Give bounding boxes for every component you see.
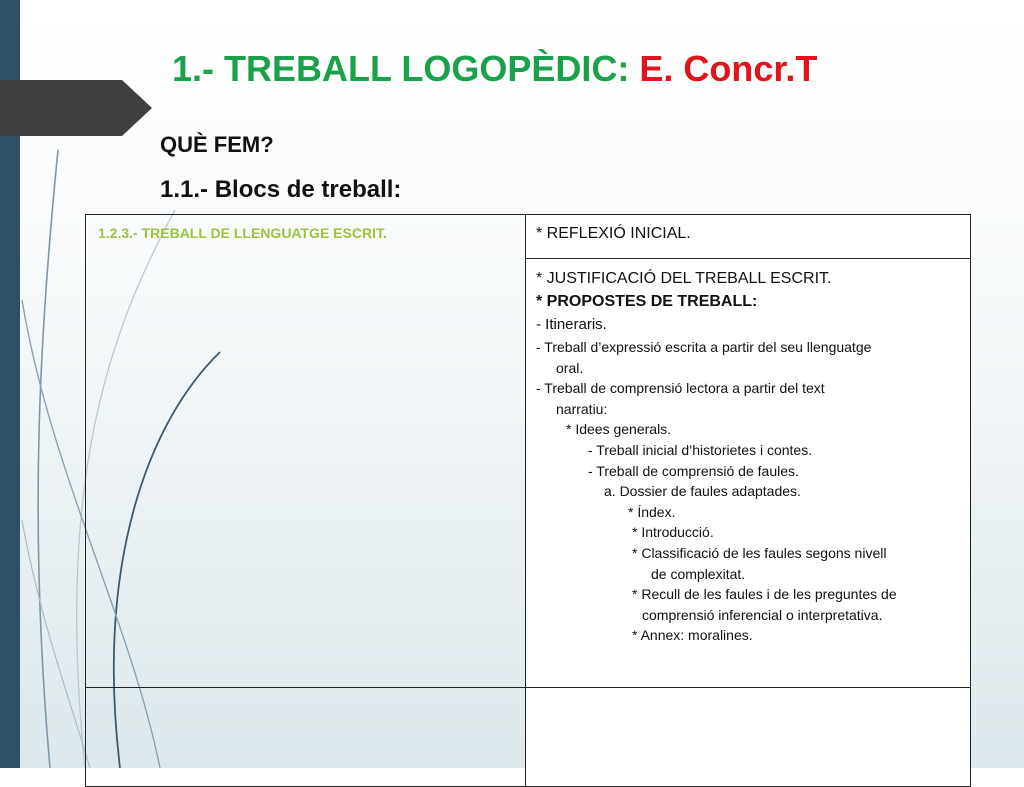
left-bottom-cell: [85, 687, 526, 787]
classificacio-line: * Classificació de les faules segons nivell: [632, 544, 887, 561]
subtitle: QUÈ FEM?: [160, 132, 274, 157]
comprensio-faules-line: - Treball de comprensió de faules.: [588, 462, 799, 479]
arrow-tab-shape: [0, 80, 152, 136]
item-comprensio: - Treball de comprensió lectora a partir del text: [536, 380, 825, 397]
left-column-cell: [85, 214, 526, 688]
justificacio-line: * JUSTIFICACIÓ DEL TREBALL ESCRIT.: [536, 270, 832, 287]
idees-generals: * Idees generals.: [566, 421, 672, 438]
right-bottom-cell: [525, 687, 971, 787]
reflexio-cell: [525, 214, 971, 259]
index-line: * Índex.: [628, 503, 676, 520]
recull-line-cont: comprensió inferencial o interpretativa.: [642, 606, 883, 623]
propostes-heading: * PROPOSTES DE TREBALL:: [536, 293, 758, 310]
left-column-heading: 1.2.3.- TREBALL DE LLENGUATGE ESCRIT.: [98, 225, 387, 241]
work-blocks-table: [85, 214, 971, 774]
historietes-line: - Treball inicial d’historietes i contes.: [588, 441, 813, 458]
dossier-line: a. Dossier de faules adaptades.: [604, 483, 801, 500]
propostes-cell: [525, 258, 971, 689]
recull-line: * Recull de les faules i de les preguntes de: [632, 586, 897, 603]
introduccio-line: * Introducció.: [632, 524, 714, 541]
item-expressio: - Treball d’expressió escrita a partir del seu llenguatge: [536, 339, 872, 355]
item-expressio-cont: oral.: [556, 359, 584, 376]
title-accent: E. Concr.T: [639, 48, 818, 89]
section-heading: 1.1.- Blocs de treball:: [160, 176, 402, 203]
item-comprensio-cont: narratiu:: [556, 400, 608, 417]
annex-line: * Annex: moralines.: [632, 627, 753, 644]
title-main: 1.- TREBALL LOGOPÈDIC:: [172, 48, 630, 89]
propostes-body: [536, 267, 966, 646]
classificacio-line-cont: de complexitat.: [651, 565, 746, 582]
slide-title: [172, 48, 817, 90]
item-itineraris: - Itineraris.: [536, 316, 607, 333]
reflexio-text: * REFLEXIÓ INICIAL.: [536, 225, 691, 242]
